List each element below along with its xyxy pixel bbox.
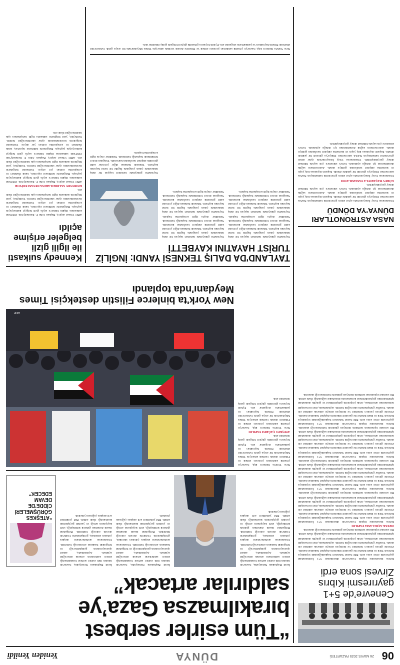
times-square-photo [6, 309, 234, 467]
cyprus-photo [298, 603, 394, 643]
main-article-col-1 [240, 475, 290, 567]
main-article-col-3 [60, 475, 112, 567]
thailand-body: Tayland'ın güneyinde turistleri taşıyan bir dalış teknesinde çıkan yangında İngiliz bir turist hayatını kaybetti. Teknede bulunan diğer yolcular sahil güvenlik ekipleri tarafından kurtarıldı. Yangının motor bölümünde başladığı belirlendi. Yetkililer olayla ilgili soruşturma başlattı. [227, 214, 290, 239]
cyprus-subhead: ORTAK AÇIKLAMA YAPILDI [351, 524, 394, 529]
column-rule-1 [293, 7, 294, 643]
nasa-body: Uluslararası Uzay İstasyonu'nda aylar süren görevlerini tamamlayan NASA astronotları Dünya'ya güvenli bir şekilde döndü. Kapsül okyanusa iniş yaptı ve kurtarma ekipleri tarafından gemiye alındı. Astronotların sağlık durumlarının iyi olduğu açıklandı. Görev süresince çok sayıda bilimsel deney gerçekleştirildi. [297, 182, 394, 203]
palestine-flag [130, 375, 174, 405]
bottom-strip [90, 7, 290, 51]
cyprus-article [298, 231, 394, 561]
photo-story-headline: New York'ta binlerce Filistin destekçisi Times Meydanı'nda toplandı [19, 283, 234, 305]
thailand-body-cont2: Tayland'ın güneyinde turistleri taşıyan bir dalış teknesinde çıkan yangında İngiliz bir turist hayatını kaybetti. Teknede bulunan diğer yolcular sahil güvenlik ekipleri tarafından kurtarıldı. Yangının motor bölümünde başladığı belirlendi. Yetkililer olayla ilgili soruşturma başlattı. [161, 214, 224, 239]
bottom-strip-body: New York'ta binlerce kişi, Gazze'ye yönelik saldırıları protesto etmek ve Filistin'e destek vermek amacıyla Times Meydanı'nda bir araya geldi. Göstericiler ellerinde Filistin bayrakları ve pankartlarla sloganlar attı. Eylem boyunca güvenlik güçleri bölgede geniş önlemler aldı. [89, 42, 290, 51]
cyprus-body-cont2: Kıbrıs meselesine ilişkin Cenevre'de düzenlenen 5+1 formatındaki gayriresmi zirve sona erdi. BM Genel Sekreteri başkanlığındaki toplantıya Kıbrıslı Türk ve Rum liderler ile garantör ülkelerin dışişleri bakanları katıldı. Zirvede güven yaratıcı önlemler ve ilerleyen süreçte atılacak adımlar ele alındı. Taraflar görüşmelerin süreceğini belirtti. Açıklamada, mevcut kesişim noktalarının artırılması, ortak projelerin geliştirilmesi ve gençlik alanındaki işbirliklerinin güçlendirilmesi konularında mutabakat sağlandığı ifade edildi. Bir sonraki toplantının tarihinin ilerleyen günlerde belirleneceği aktarıldı. [297, 458, 394, 492]
quote-box [6, 475, 56, 567]
cyprus-body-cont3: Kıbrıs meselesine ilişkin Cenevre'de düzenlenen 5+1 formatındaki gayriresmi zirve sona erdi. BM Genel Sekreteri başkanlığındaki toplantıya Kıbrıslı Türk ve Rum liderler ile garantör ülkelerin dışişleri bakanları katıldı. Zirvede güven yaratıcı önlemler ve ilerleyen süreçte atılacak adımlar ele alındı. Taraflar görüşmelerin süreceğini belirtti. Açıklamada, mevcut kesişim noktalarının artırılması, ortak projelerin geliştirilmesi ve gençlik alanındaki işbirliklerinin güçlendirilmesi konularında mutabakat sağlandığı ifade edildi. Bir sonraki toplantının tarihinin ilerleyen günlerde belirleneceği aktarıldı. [297, 426, 394, 459]
quote-box-text: “ATEŞKES GÖRÜŞMELERİ CİDDE’DE DEVAM EDECEK” [14, 490, 52, 520]
page-number: 06 [381, 649, 394, 661]
nasa-body-cont: Uluslararası Uzay İstasyonu'nda aylar süren görevlerini tamamlayan NASA astronotları Dünya'ya güvenli bir şekilde döndü. Kapsül okyanusa iniş yaptı ve kurtarma ekipleri tarafından gemiye alındı. Astronotların sağlık durumlarının iyi olduğu açıklandı. Görev süresince çok sayıda bilimsel deney gerçekleştirildi. [297, 158, 394, 179]
nasa-subhead: GÖREV BAŞARIYLA TAMAMLANDI [341, 178, 394, 183]
cyprus-divider [298, 226, 394, 227]
photo-caption: AFP [14, 311, 20, 315]
newspaper-logo: Yeniden Yenildi [7, 651, 58, 660]
thailand-col-2 [162, 59, 224, 239]
main-body: İsrail Başbakanı Netanyahu, Gazze'de tutulan tüm esirler serbest bırakılmadığı sürece saldırıların artarak süreceğini açıkladı. Açıklamada, askeri operasyonların genişletileceği ve bölgedeki baskının artırılacağı belirtildi. Uluslararası arabulucuların ateşkes çabaları sürerken, görüşmelerin Cidde'de devam edeceği bildirildi. Bölgedeki insani durumun giderek kötüleştiği, sivil kayıpların arttığı ve yardım geçişlerinin kısıtlandığı ifade edildi. BM yetkilileri acil ateşkes çağrısını yineledi. [239, 509, 290, 567]
thailand-body-cont3: Tayland'ın güneyinde turistleri taşıyan bir dalış teknesinde çıkan yangında İngiliz bir turist hayatını kaybetti. Teknede bulunan diğer yolcular sahil güvenlik ekipleri tarafından kurtarıldı. Yangının motor bölümünde başladığı belirlendi. Yetkililer olayla ilgili soruşturma başlattı. [161, 189, 224, 215]
quote-box-photo [10, 523, 52, 563]
cyprus-body: Kıbrıs meselesine ilişkin Cenevre'de düzenlenen 5+1 formatındaki gayriresmi zirve sona erdi. BM Genel Sekreteri başkanlığındaki toplantıya Kıbrıslı Türk ve Rum liderler ile garantör ülkelerin dışişleri bakanları katıldı. Zirvede güven yaratıcı önlemler ve ilerleyen süreçte atılacak adımlar ele alındı. Taraflar görüşmelerin süreceğini belirtti. Açıklamada, mevcut kesişim noktalarının artırılması, ortak projelerin geliştirilmesi ve gençlik alanındaki işbirliklerinin güçlendirilmesi konularında mutabakat sağlandığı ifade edildi. Bir sonraki toplantının tarihinin ilerleyen günlerde belirleneceği aktarıldı. [297, 528, 394, 561]
kennedy-body-cont2: ABD Ulusal Arşivi, Başkan John F. Kennedy'nin 1963'teki suikastına ilişkin binlerce sayfa gizli belgeyi kamuoyuyla paylaştı. Belgelerde istihbarat raporları, tanık ifadeleri ve soruşturma notları yer alıyor. Uzmanlar belgelerin incelenmesinin aylar sürebileceğini belirtti. Tarihçiler, yeni bilgilerin suikastla ilgili tartışmalara ışık tutabileceğini ifade etti. [5, 131, 82, 160]
photo-story-body: New York'ta binlerce kişi, Gazze'ye yönelik saldırıları protesto etmek ve Filistin'e destek vermek amacıyla Times Meydanı'nda bir araya geldi. Göstericiler ellerinde Filistin bayrakları ve pankartlarla sloganlar attı. Eylem boyunca güvenlik güçleri bölgede geniş önlemler aldı. [237, 434, 290, 467]
speaker-photo [174, 475, 236, 567]
masthead-rule [6, 646, 394, 647]
kennedy-headline: Kennedy suikasti ile ilgili gizli belgeler erişime açıldı [7, 223, 82, 263]
page-date: 26 MAYIS 2025 PAZARTESİ [329, 654, 374, 658]
nasa-headline: NASA ASTRONOTLARI DÜNYA'YA DÖNDÜ [311, 206, 394, 224]
cyprus-body-cont: Kıbrıs meselesine ilişkin Cenevre'de düzenlenen 5+1 formatındaki gayriresmi zirve sona erdi. BM Genel Sekreteri başkanlığındaki toplantıya Kıbrıslı Türk ve Rum liderler ile garantör ülkelerin dışişleri bakanları katıldı. Zirvede güven yaratıcı önlemler ve ilerleyen süreçte atılacak adımlar ele alındı. Taraflar görüşmelerin süreceğini belirtti. Açıklamada, mevcut kesişim noktalarının artırılması, ortak projelerin geliştirilmesi ve gençlik alanındaki işbirliklerinin güçlendirilmesi konularında mutabakat sağlandığı ifade edildi. Bir sonraki toplantının tarihinin ilerleyen günlerde belirleneceği aktarıldı. [297, 491, 394, 525]
netanyahu-photo [174, 475, 236, 567]
nasa-body-cont2: Uluslararası Uzay İstasyonu'nda aylar süren görevlerini tamamlayan NASA astronotları Dünya'ya güvenli bir şekilde döndü. Kapsül okyanusa iniş yaptı ve kurtarma ekipleri tarafından gemiye alındı. Astronotların sağlık durumlarının iyi olduğu açıklandı. Görev süresince çok sayıda bilimsel deney gerçekleştirildi. [297, 141, 394, 163]
kennedy-body-cont: ABD Ulusal Arşivi, Başkan John F. Kennedy'nin 1963'teki suikastına ilişkin binlerce sayfa gizli belgeyi kamuoyuyla paylaştı. Belgelerde istihbarat raporları, tanık ifadeleri ve soruşturma notları yer alıyor. Uzmanlar belgelerin incelenmesinin aylar sürebileceğini belirtti. Tarihçiler, yeni bilgilerin suikastla ilgili tartışmalara ışık tutabileceğini ifade etti. [5, 155, 82, 185]
main-body-cont: İsrail Başbakanı Netanyahu, Gazze'de tutulan tüm esirler serbest bırakılmadığı sürece saldırıların artarak süreceğini açıkladı. Açıklamada, askeri operasyonların genişletileceği ve bölgedeki baskının artırılacağı belirtildi. Uluslararası arabulucuların ateşkes çabaları sürerken, görüşmelerin Cidde'de devam edeceği bildirildi. Bölgedeki insani durumun giderek kötüleştiği, sivil kayıpların arttığı ve yardım geçişlerinin kısıtlandığı ifade edildi. BM yetkilileri acil ateşkes çağrısını yineledi. [115, 513, 170, 567]
column-rule-2 [85, 7, 86, 263]
photo-divider [6, 266, 290, 267]
footer-rule [90, 54, 290, 55]
kennedy-article [6, 7, 82, 217]
main-article-col-2 [116, 475, 170, 567]
palestine-flag [54, 372, 94, 399]
protest-crowd-photo [6, 309, 234, 467]
thailand-body-cont4: Tayland'ın güneyinde turistleri taşıyan bir dalış teknesinde çıkan yangında İngiliz bir turist hayatını kaybetti. Teknede bulunan diğer yolcular sahil güvenlik ekipleri tarafından kurtarıldı. Yangının motor bölümünde başladığı belirlendi. Yetkililer olayla ilgili soruşturma başlattı. [89, 150, 158, 175]
thailand-photo [90, 179, 158, 239]
thailand-col-3 [90, 59, 158, 175]
cyprus-headline: Cenevre’de 5+1 gayrıresmi Kıbrıs Zirvesi sona erdi [318, 566, 394, 599]
thailand-body-cont: Tayland'ın güneyinde turistleri taşıyan bir dalış teknesinde çıkan yangında İngiliz bir turist hayatını kaybetti. Teknede bulunan diğer yolcular sahil güvenlik ekipleri tarafından kurtarıldı. Yangının motor bölümünde başladığı belirlendi. Yetkililer olayla ilgili soruşturma başlattı. [227, 189, 290, 215]
main-headline: “Tüm esirler serbest bırakılmazsa Gaza’ye saldırılar artacak” [78, 573, 290, 644]
photo-story-body-cont: New York'ta binlerce kişi, Gazze'ye yönelik saldırıları protesto etmek ve Filistin'e destek vermek amacıyla Times Meydanı'nda bir araya geldi. Göstericiler ellerinde Filistin bayrakları ve pankartlarla sloganlar attı. Eylem boyunca güvenlik güçleri bölgede geniş önlemler aldı. [237, 397, 290, 431]
photo-story-side-col [238, 271, 290, 467]
cyprus-body-cont4: Kıbrıs meselesine ilişkin Cenevre'de düzenlenen 5+1 formatındaki gayriresmi zirve sona erdi. BM Genel Sekreteri başkanlığındaki toplantıya Kıbrıslı Türk ve Rum liderler ile garantör ülkelerin dışişleri bakanları katıldı. Zirvede güven yaratıcı önlemler ve ilerleyen süreçte atılacak adımlar ele alındı. Taraflar görüşmelerin süreceğini belirtti. Açıklamada, mevcut kesişim noktalarının artırılması, ortak projelerin geliştirilmesi ve gençlik alanındaki işbirliklerinin güçlendirilmesi konularında mutabakat sağlandığı ifade edildi. Bir sonraki toplantının tarihinin ilerleyen günlerde belirleneceği aktarıldı. [297, 393, 394, 426]
photo-story-subhead: ATEŞKES ÇAĞRISI YAPILDI [248, 430, 290, 435]
section-label: DÜNYA [174, 650, 218, 662]
main-body-cont2: İsrail Başbakanı Netanyahu, Gazze'de tutulan tüm esirler serbest bırakılmadığı sürece saldırıların artarak süreceğini açıkladı. Açıklamada, askeri operasyonların genişletileceği ve bölgedeki baskının artırılacağı belirtildi. Uluslararası arabulucuların ateşkes çabaları sürerken, görüşmelerin Cidde'de devam edeceği bildirildi. Bölgedeki insani durumun giderek kötüleştiği, sivil kayıpların arttığı ve yardım geçişlerinin kısıtlandığı ifade edildi. BM yetkilileri acil ateşkes çağrısını yineledi. [59, 513, 112, 567]
boat-fire-photo [90, 179, 158, 239]
kennedy-subhead: KEMENDY SALDIRILARINA DEVAM EDİYOR [15, 184, 82, 189]
nasa-article [298, 7, 394, 203]
thailand-headline: TAYLAND'DA DALIŞ TEKNESİ YANDI: İNGİLİZ TURİST HAYATINI KAYBETTİ [95, 243, 290, 263]
main-divider [6, 470, 290, 471]
cyprus-conference-photo [298, 603, 394, 643]
kennedy-body: ABD Ulusal Arşivi, Başkan John F. Kennedy'nin 1963'teki suikastına ilişkin binlerce sayfa gizli belgeyi kamuoyuyla paylaştı. Belgelerde istihbarat raporları, tanık ifadeleri ve soruşturma notları yer alıyor. Uzmanlar belgelerin incelenmesinin aylar sürebileceğini belirtti. Tarihçiler, yeni bilgilerin suikastla ilgili tartışmalara ışık tutabileceğini ifade etti. [5, 188, 82, 217]
